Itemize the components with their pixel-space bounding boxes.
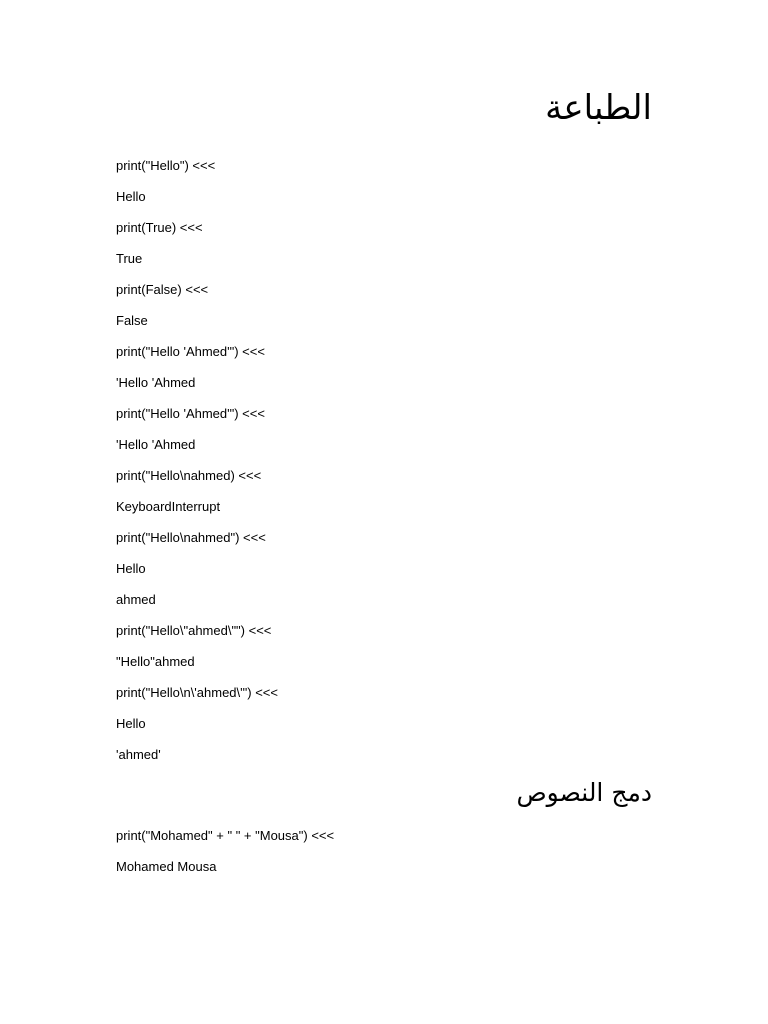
output-line: False [116, 313, 148, 328]
output-line: 'Hello 'Ahmed [116, 375, 196, 390]
output-line: Hello [116, 716, 146, 731]
code-line: print("Hello\nahmed") <<< [116, 530, 266, 545]
code-line: print(False) <<< [116, 282, 209, 297]
code-line: print(True) <<< [116, 220, 203, 235]
code-line: print("Mohamed" + " " + "Mousa") <<< [116, 828, 335, 843]
heading-string-concatenation: دمج النصوص [516, 778, 652, 807]
output-line: Mohamed Mousa [116, 859, 217, 874]
output-line: 'Hello 'Ahmed [116, 437, 196, 452]
code-line: print("Hello\"ahmed\"") <<< [116, 623, 272, 638]
output-line: Hello [116, 189, 146, 204]
code-line: print("Hello 'Ahmed'") <<< [116, 344, 265, 359]
heading-printing: الطباعة [545, 88, 652, 128]
code-line: print("Hello\nahmed) <<< [116, 468, 262, 483]
output-line: "Hello"ahmed [116, 654, 195, 669]
output-line: ahmed [116, 592, 156, 607]
output-line: Hello [116, 561, 146, 576]
code-line: print("Hello") <<< [116, 158, 216, 173]
output-line: KeyboardInterrupt [116, 499, 221, 514]
code-line: print("Hello\n\'ahmed\'") <<< [116, 685, 278, 700]
code-line: print("Hello 'Ahmed'") <<< [116, 406, 265, 421]
output-line: 'ahmed' [116, 747, 161, 762]
output-line: True [116, 251, 143, 266]
